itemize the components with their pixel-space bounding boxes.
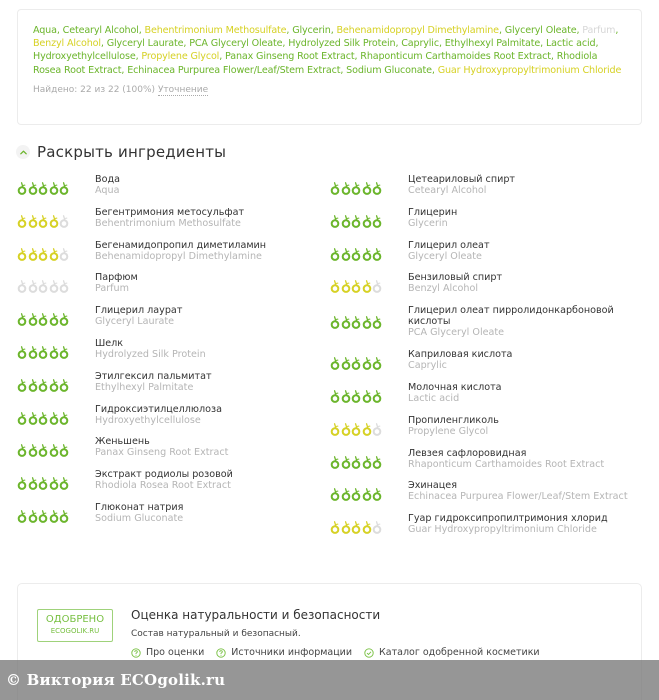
ingredient-row[interactable] (17, 173, 327, 206)
ingredient-name-inci: Cetearyl Alcohol (408, 185, 487, 196)
ingredient-name-inci: Guar Hydroxypropyltrimonium Chloride (408, 524, 597, 536)
rating-drop-filled-icon (330, 486, 340, 499)
rating-drop-filled-icon (28, 475, 38, 488)
ingredient-names (408, 512, 608, 535)
inci-separator: , (121, 64, 128, 76)
inci-ingredient[interactable]: Guar Hydroxypropyltrimonium Chloride (437, 64, 622, 76)
inci-ingredient[interactable]: Lactic acid (545, 38, 596, 50)
ingredient-name-ru: Этилгексил пальмитат (95, 370, 212, 382)
ingredient-names (95, 468, 233, 491)
inci-ingredient[interactable]: Glyceryl Oleate (504, 25, 577, 36)
rating-drop-filled-icon (330, 519, 340, 532)
inci-ingredient[interactable]: Rhaponticum Carthamoides Root Extract (360, 51, 551, 63)
safety-rating (330, 447, 408, 472)
rating-drop-filled-icon (372, 246, 382, 259)
ingredient-name-ru: Глицерин (408, 206, 458, 218)
rating-drop-filled-icon (28, 377, 38, 390)
safety-rating (330, 239, 408, 264)
approved-catalog-link[interactable] (364, 647, 540, 658)
rating-drop-filled-icon (330, 213, 340, 226)
expand-ingredients-toggle[interactable] (16, 143, 226, 161)
inci-separator: , (595, 38, 599, 50)
ingredient-name-inci: Hydroxyethylcellulose (95, 414, 201, 426)
rating-drop-filled-icon (38, 311, 48, 324)
ingredient-row[interactable] (330, 414, 640, 447)
refine-link[interactable]: Уточнение (157, 84, 209, 95)
inci-ingredient[interactable]: Rhodiola Rosea Root Extract (33, 51, 598, 76)
ingredient-name-inci: Aqua (95, 185, 120, 196)
ingredient-name-inci: Lactic acid (408, 392, 460, 404)
rating-drop-filled-icon (362, 213, 372, 226)
ingredient-name-ru: Парфюм (95, 272, 138, 284)
rating-drop-empty-icon (372, 519, 382, 532)
rating-drop-filled-icon (59, 475, 69, 488)
rating-drop-filled-icon (351, 278, 361, 291)
inci-ingredient[interactable]: Cetearyl Alcohol (62, 25, 139, 36)
rating-drop-filled-icon (49, 377, 59, 390)
ingredient-name-inci: Caprylic (408, 360, 447, 372)
rating-drop-filled-icon (362, 314, 372, 327)
ingredient-row[interactable] (330, 206, 640, 239)
rating-drop-filled-icon (341, 454, 351, 467)
ingredient-row[interactable] (17, 468, 327, 501)
safety-rating (330, 381, 408, 406)
ingredient-names (95, 337, 206, 360)
about-ratings-link[interactable] (131, 647, 204, 658)
rating-drop-filled-icon (59, 442, 69, 455)
ingredient-names (95, 304, 182, 327)
safety-rating (330, 173, 408, 198)
safety-rating (330, 271, 408, 296)
about-ratings-label: Про оценки (146, 647, 205, 658)
ingredient-name-inci: Glyceryl Oleate (408, 250, 482, 262)
ingredient-row[interactable] (17, 239, 327, 272)
rating-drop-filled-icon (341, 421, 351, 434)
evaluation-links (131, 647, 552, 658)
rating-drop-filled-icon (362, 388, 372, 401)
rating-drop-filled-icon (49, 213, 59, 226)
ingredient-row[interactable] (330, 512, 640, 545)
rating-drop-filled-icon (341, 486, 351, 499)
rating-drop-empty-icon (372, 421, 382, 434)
ingredient-name-ru: Левзея сафлоровидная (408, 447, 527, 459)
rating-drop-empty-icon (28, 278, 38, 291)
rating-drop-filled-icon (49, 344, 59, 357)
approved-badge-site: ECOGOLIK.RU (50, 627, 100, 635)
rating-drop-filled-icon (59, 410, 69, 423)
rating-drop-filled-icon (372, 355, 382, 368)
rating-drop-filled-icon (49, 246, 59, 259)
rating-drop-filled-icon (28, 508, 38, 521)
rating-drop-empty-icon (59, 213, 69, 226)
sources-label: Источники информации (231, 647, 353, 658)
ingredient-names (408, 447, 604, 470)
rating-drop-filled-icon (341, 355, 351, 368)
inci-separator: , (615, 25, 619, 36)
found-summary (33, 85, 627, 95)
rating-drop-filled-icon (38, 180, 48, 193)
rating-drop-filled-icon (17, 213, 27, 226)
rating-drop-filled-icon (330, 454, 340, 467)
rating-drop-filled-icon (330, 246, 340, 259)
inci-ingredient[interactable]: Parfum (582, 25, 616, 36)
ingredient-row[interactable] (330, 173, 640, 206)
ingredient-names (408, 304, 623, 338)
rating-drop-filled-icon (372, 180, 382, 193)
ingredient-name-inci: Behentrimonium Methosulfate (95, 217, 241, 229)
ingredient-name-ru: Гидроксиэтилцеллюлоза (95, 403, 222, 415)
inci-separator: , (540, 38, 546, 50)
inci-separator: , (183, 38, 190, 50)
rating-drop-filled-icon (28, 180, 38, 193)
inci-separator: , (354, 51, 361, 63)
question-circle-icon (216, 648, 226, 658)
ingredient-name-inci: Sodium Gluconate (95, 512, 184, 524)
safety-rating (17, 403, 95, 428)
ingredient-name-inci: Rhaponticum Carthamoides Root Extract (408, 458, 605, 470)
ingredient-names (95, 271, 138, 294)
ingredient-names (95, 239, 266, 262)
evaluation-title: Оценка натуральности и безопасности (131, 608, 381, 622)
ingredient-names (408, 173, 515, 196)
inci-ingredient[interactable]: Aqua (33, 25, 57, 36)
rating-drop-filled-icon (38, 377, 48, 390)
inci-ingredient[interactable]: Ethylhexyl Palmitate (444, 38, 541, 50)
safety-rating (17, 239, 95, 264)
watermark-text: © Виктория ECOgolik.ru (6, 671, 226, 689)
rating-drop-filled-icon (17, 442, 27, 455)
found-count: Найдено: 22 из 22 (100%) (33, 84, 156, 95)
rating-drop-filled-icon (330, 314, 340, 327)
rating-drop-filled-icon (330, 278, 340, 291)
safety-rating (17, 501, 95, 526)
inci-ingredient[interactable]: Glyceryl Laurate (106, 38, 184, 50)
rating-drop-filled-icon (341, 213, 351, 226)
rating-drop-filled-icon (362, 454, 372, 467)
safety-rating (330, 304, 408, 329)
ingredient-names (408, 239, 490, 262)
rating-drop-filled-icon (341, 314, 351, 327)
ingredient-names (95, 435, 228, 458)
inci-separator: , (438, 38, 445, 50)
ingredient-names (95, 173, 120, 196)
safety-rating (330, 414, 408, 439)
ingredient-name-ru: Бегенамидопропил диметиламин (95, 239, 267, 251)
rating-drop-empty-icon (49, 278, 59, 291)
rating-drop-filled-icon (341, 388, 351, 401)
rating-drop-filled-icon (341, 246, 351, 259)
inci-separator: , (100, 38, 107, 50)
rating-drop-filled-icon (351, 486, 361, 499)
ingredient-names (408, 479, 628, 502)
inci-ingredient[interactable]: Glycerin (292, 25, 331, 36)
rating-drop-filled-icon (351, 355, 361, 368)
ingredient-names (408, 414, 499, 437)
ingredient-row[interactable] (330, 304, 640, 348)
rating-drop-filled-icon (362, 246, 372, 259)
rating-drop-filled-icon (362, 486, 372, 499)
rating-drop-filled-icon (17, 311, 27, 324)
ingredient-name-inci: Ethylhexyl Palmitate (95, 381, 194, 393)
inci-ingredient[interactable]: Hydroxyethylcellulose (33, 51, 136, 63)
ingredient-row[interactable] (330, 239, 640, 272)
rating-drop-empty-icon (38, 278, 48, 291)
inci-ingredient[interactable]: Behenamidopropyl Dimethylamine (336, 25, 499, 36)
safety-rating (17, 370, 95, 395)
ingredient-row[interactable] (17, 271, 327, 304)
ingredient-name-ru: Цетеариловый спирт (408, 174, 516, 185)
approved-catalog-label: Каталог одобренной косметики (379, 647, 540, 658)
safety-rating (17, 468, 95, 493)
ingredient-name-ru: Гуар гидроксипропилтримония хлорид (408, 513, 608, 525)
ingredient-name-ru: Каприловая кислота (408, 349, 513, 361)
rating-drop-filled-icon (28, 410, 38, 423)
watermark-bar (0, 660, 659, 700)
approved-badge (37, 609, 113, 642)
inci-separator: , (219, 51, 226, 63)
rating-drop-filled-icon (330, 388, 340, 401)
check-circle-icon (364, 648, 374, 658)
ingredient-name-inci: Parfum (95, 283, 129, 295)
rating-drop-filled-icon (341, 519, 351, 532)
inci-separator: , (330, 25, 337, 36)
ingredient-name-inci: Rhodiola Rosea Root Extract (95, 480, 231, 492)
ingredient-row[interactable] (17, 403, 327, 436)
ingredient-name-inci: Glycerin (408, 217, 448, 229)
ingredient-row[interactable] (17, 501, 327, 534)
rating-drop-filled-icon (38, 508, 48, 521)
rating-drop-filled-icon (28, 311, 38, 324)
ingredient-names (95, 206, 244, 229)
rating-drop-filled-icon (59, 180, 69, 193)
ingredient-name-ru: Молочная кислота (408, 381, 502, 393)
inci-separator: , (282, 38, 289, 50)
ingredient-name-ru: Экстракт родиолы розовой (95, 469, 233, 481)
inci-ingredient[interactable]: Propylene Glycol (141, 51, 220, 63)
ingredient-row[interactable] (330, 381, 640, 414)
rating-drop-filled-icon (49, 311, 59, 324)
rating-drop-filled-icon (49, 475, 59, 488)
rating-drop-filled-icon (372, 213, 382, 226)
rating-drop-empty-icon (59, 278, 69, 291)
inci-ingredient[interactable]: Benzyl Alcohol (33, 38, 101, 50)
rating-drop-filled-icon (49, 410, 59, 423)
rating-drop-filled-icon (351, 388, 361, 401)
ingredient-row[interactable] (17, 304, 327, 337)
ingredient-name-ru: Вода (95, 174, 120, 185)
rating-drop-filled-icon (330, 180, 340, 193)
rating-drop-filled-icon (351, 180, 361, 193)
ingredient-name-inci: Hydrolyzed Silk Protein (95, 348, 206, 360)
ingredient-name-ru: Глицерил олеат (408, 239, 490, 251)
rating-drop-filled-icon (372, 454, 382, 467)
ingredient-row[interactable] (330, 348, 640, 381)
ingredient-name-inci: Benzyl Alcohol (408, 283, 478, 295)
sources-link[interactable] (216, 647, 352, 658)
ingredient-row[interactable] (330, 447, 640, 480)
rating-drop-filled-icon (49, 180, 59, 193)
ingredient-name-ru: Глюконат натрия (95, 501, 184, 513)
ingredient-names (408, 348, 512, 371)
ingredient-names (95, 370, 212, 393)
ingredient-name-inci: Glyceryl Laurate (95, 316, 175, 328)
rating-drop-filled-icon (38, 246, 48, 259)
ingredient-names (408, 271, 502, 294)
inci-ingredient[interactable]: Sodium Gluconate (346, 64, 432, 76)
inci-separator: , (395, 38, 402, 50)
safety-rating (17, 337, 95, 362)
rating-drop-filled-icon (351, 421, 361, 434)
inci-separator: , (56, 25, 63, 36)
chevron-up-icon (16, 145, 30, 159)
inci-ingredient[interactable]: Caprylic (401, 38, 439, 50)
rating-drop-filled-icon (341, 180, 351, 193)
rating-drop-filled-icon (49, 508, 59, 521)
ingredient-names (95, 403, 222, 426)
safety-rating (17, 173, 95, 198)
rating-drop-filled-icon (17, 475, 27, 488)
inci-separator: , (138, 25, 145, 36)
rating-drop-filled-icon (17, 246, 27, 259)
rating-drop-empty-icon (372, 278, 382, 291)
inci-ingredient[interactable]: PCA Glyceryl Oleate (189, 38, 283, 50)
ingredient-names (408, 381, 502, 404)
rating-drop-filled-icon (28, 442, 38, 455)
expand-ingredients-label: Раскрыть ингредиенты (37, 143, 227, 161)
rating-drop-filled-icon (38, 442, 48, 455)
ingredient-row[interactable] (17, 337, 327, 370)
rating-drop-filled-icon (351, 213, 361, 226)
ingredient-name-ru: Пропиленгликоль (408, 414, 499, 426)
inci-separator: , (498, 25, 505, 36)
inci-ingredient[interactable]: Panax Ginseng Root Extract (225, 51, 355, 63)
inci-ingredient[interactable]: Echinacea Purpurea Flower/Leaf/Stem Extract (127, 64, 341, 76)
ingredient-name-inci: Behenamidopropyl Dimethylamine (95, 250, 262, 262)
ingredient-name-ru: Шелк (95, 337, 124, 349)
ingredients-column-left (17, 173, 327, 534)
rating-drop-filled-icon (372, 388, 382, 401)
rating-drop-filled-icon (49, 442, 59, 455)
safety-rating (330, 479, 408, 504)
safety-rating (330, 348, 408, 373)
ingredient-name-ru: Бензиловый спирт (408, 272, 503, 284)
rating-drop-filled-icon (59, 377, 69, 390)
question-circle-icon (131, 648, 141, 658)
rating-drop-filled-icon (362, 421, 372, 434)
inci-list (33, 24, 627, 77)
rating-drop-filled-icon (38, 475, 48, 488)
ingredient-name-ru: Глицерил лаурат (95, 305, 183, 317)
inci-separator: , (340, 64, 347, 76)
ingredient-row[interactable] (330, 479, 640, 512)
ingredient-name-ru: Эхинацея (408, 480, 457, 492)
rating-drop-filled-icon (351, 519, 361, 532)
ingredient-name-inci: Echinacea Purpurea Flower/Leaf/Stem Extract (408, 491, 628, 503)
rating-drop-filled-icon (330, 355, 340, 368)
rating-drop-filled-icon (372, 314, 382, 327)
rating-drop-filled-icon (38, 344, 48, 357)
rating-drop-empty-icon (17, 278, 27, 291)
inci-ingredient[interactable]: Behentrimonium Methosulfate (144, 25, 287, 36)
ingredient-name-ru: Бегентримония метосульфат (95, 206, 245, 218)
safety-rating (17, 435, 95, 460)
safety-rating (330, 206, 408, 231)
rating-drop-filled-icon (38, 213, 48, 226)
inci-separator: , (286, 25, 293, 36)
ingredient-row[interactable] (17, 435, 327, 468)
evaluation-subtitle: Состав натуральный и безопасный. (131, 629, 301, 639)
rating-drop-filled-icon (362, 278, 372, 291)
inci-separator: , (576, 25, 583, 36)
safety-rating (330, 512, 408, 537)
ingredient-row[interactable] (17, 206, 327, 239)
ingredient-name-inci: PCA Glyceryl Oleate (408, 327, 505, 339)
rating-drop-filled-icon (362, 519, 372, 532)
rating-drop-filled-icon (59, 344, 69, 357)
rating-drop-filled-icon (341, 278, 351, 291)
rating-drop-filled-icon (17, 508, 27, 521)
ingredient-name-ru: Глицерил олеат пирролидонкарбоновой кислоты (408, 305, 614, 328)
rating-drop-filled-icon (28, 344, 38, 357)
inci-separator: , (431, 64, 438, 76)
inci-separator: , (550, 51, 557, 63)
rating-drop-filled-icon (351, 314, 361, 327)
rating-drop-filled-icon (362, 180, 372, 193)
rating-drop-filled-icon (28, 246, 38, 259)
inci-ingredient[interactable]: Hydrolyzed Silk Protein (288, 38, 396, 50)
rating-drop-filled-icon (351, 246, 361, 259)
ingredient-name-inci: Propylene Glycol (408, 425, 489, 437)
inci-separator: , (135, 51, 142, 63)
ingredient-names (408, 206, 457, 229)
rating-drop-filled-icon (17, 410, 27, 423)
safety-rating (17, 271, 95, 296)
ingredient-row[interactable] (17, 370, 327, 403)
ingredient-names (95, 501, 183, 524)
rating-drop-filled-icon (330, 421, 340, 434)
safety-rating (17, 304, 95, 329)
rating-drop-filled-icon (28, 213, 38, 226)
rating-drop-filled-icon (17, 344, 27, 357)
rating-drop-filled-icon (17, 377, 27, 390)
rating-drop-filled-icon (17, 180, 27, 193)
ingredient-name-ru: Женьшень (95, 436, 150, 448)
rating-drop-filled-icon (59, 508, 69, 521)
rating-drop-filled-icon (38, 410, 48, 423)
safety-rating (17, 206, 95, 231)
ingredient-row[interactable] (330, 271, 640, 304)
rating-drop-empty-icon (59, 246, 69, 259)
inci-card (17, 9, 642, 125)
ingredients-column-right (330, 173, 640, 545)
rating-drop-filled-icon (59, 311, 69, 324)
ingredient-name-inci: Panax Ginseng Root Extract (95, 447, 229, 459)
rating-drop-filled-icon (351, 454, 361, 467)
approved-badge-title: ОДОБРЕНО (45, 614, 105, 625)
rating-drop-filled-icon (362, 355, 372, 368)
rating-drop-filled-icon (372, 486, 382, 499)
